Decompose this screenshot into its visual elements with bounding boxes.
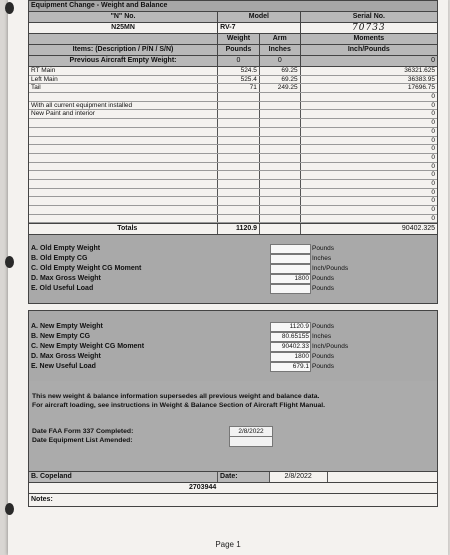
equipment-list-date-value bbox=[229, 436, 273, 447]
certificate-row bbox=[28, 483, 438, 494]
totals-row bbox=[28, 223, 438, 235]
item-arm bbox=[260, 163, 301, 171]
old-label: B. Old Empty CG bbox=[31, 255, 88, 263]
old-value bbox=[270, 244, 311, 254]
old-unit: Pounds bbox=[312, 275, 335, 283]
column-header-row-2 bbox=[28, 45, 438, 56]
item-arm bbox=[260, 119, 301, 127]
item-weight: 525.4 bbox=[218, 76, 260, 84]
old-unit: Inch/Pounds bbox=[312, 265, 349, 273]
old-unit: Pounds bbox=[312, 245, 335, 253]
serial-value: 70733 bbox=[352, 23, 386, 33]
item-arm bbox=[260, 189, 301, 197]
item-row bbox=[29, 128, 437, 137]
item-row bbox=[29, 137, 437, 146]
item-description: With all current equipment installed bbox=[29, 102, 218, 110]
previous-weight-row bbox=[28, 56, 438, 67]
totals-moment: 90402.325 bbox=[401, 225, 435, 233]
previous-weight-value: 0 bbox=[218, 56, 260, 66]
item-weight bbox=[218, 206, 260, 214]
item-arm bbox=[260, 93, 301, 101]
item-description bbox=[29, 189, 218, 197]
item-row bbox=[29, 119, 437, 128]
item-moment: 0 bbox=[431, 119, 435, 127]
item-row bbox=[29, 206, 437, 215]
previous-moment-value: 0 bbox=[431, 57, 435, 64]
item-description bbox=[29, 206, 218, 214]
new-value: 90402.33 bbox=[270, 342, 311, 352]
item-weight bbox=[218, 189, 260, 197]
weight-label: Weight bbox=[218, 34, 260, 44]
item-moment: 0 bbox=[431, 179, 435, 187]
new-unit: Inches bbox=[312, 333, 332, 341]
notice-area bbox=[28, 381, 438, 472]
form-title: Equipment Change - Weight and Balance bbox=[28, 0, 438, 12]
item-moment: 0 bbox=[431, 153, 435, 161]
item-moment: 0 bbox=[431, 206, 435, 213]
model-label: Model bbox=[218, 12, 301, 22]
blank-header-cell bbox=[29, 34, 218, 44]
item-moment: 0 bbox=[431, 197, 435, 205]
n-number-label: "N" No. bbox=[29, 12, 218, 22]
item-arm bbox=[260, 137, 301, 145]
signature-blank-cell bbox=[328, 472, 437, 482]
item-arm bbox=[260, 180, 301, 188]
item-arm bbox=[260, 171, 301, 179]
item-weight bbox=[218, 154, 260, 162]
item-arm bbox=[260, 145, 301, 153]
faa-337-date-value: 2/8/2022 bbox=[229, 426, 273, 437]
new-unit: Inch/Pounds bbox=[312, 343, 349, 351]
notice-line-2: For aircraft loading, see instructions in Weight & Balance Section of Aircraft Flight Manual. bbox=[32, 402, 326, 410]
item-arm: 249.25 bbox=[260, 84, 301, 92]
item-description bbox=[29, 180, 218, 188]
old-value: 1800 bbox=[270, 274, 311, 284]
item-description bbox=[29, 137, 218, 145]
serial-label: Serial No. bbox=[352, 13, 385, 20]
item-description bbox=[29, 215, 218, 223]
signature-date-value: 2/8/2022 bbox=[270, 472, 328, 482]
item-row bbox=[29, 163, 437, 172]
item-arm: 69.25 bbox=[260, 67, 301, 75]
new-unit: Pounds bbox=[312, 353, 335, 361]
item-description: New Paint and interior bbox=[29, 110, 218, 118]
item-arm bbox=[260, 206, 301, 214]
new-unit: Pounds bbox=[312, 323, 335, 331]
item-weight bbox=[218, 128, 260, 136]
certificate-number: 2703944 bbox=[189, 484, 217, 492]
item-weight bbox=[218, 171, 260, 179]
new-label: D. Max Gross Weight bbox=[31, 353, 101, 361]
item-description bbox=[29, 119, 218, 127]
inch-pounds-label: Inch/Pounds bbox=[347, 46, 390, 53]
item-description bbox=[29, 197, 218, 205]
items-label: Items: (Description / P/N / S/N) bbox=[29, 45, 218, 55]
item-description bbox=[29, 145, 218, 153]
item-weight bbox=[218, 197, 260, 205]
new-value: 1120.9 bbox=[270, 322, 311, 332]
item-moment: 0 bbox=[431, 171, 435, 179]
item-moment: 0 bbox=[431, 101, 435, 109]
column-header-row-1 bbox=[28, 34, 438, 45]
totals-weight: 1120.9 bbox=[218, 224, 260, 234]
item-description bbox=[29, 163, 218, 171]
header-value-row bbox=[28, 23, 438, 34]
arm-label: Arm bbox=[260, 34, 301, 44]
item-weight: 71 bbox=[218, 84, 260, 92]
old-label: D. Max Gross Weight bbox=[31, 275, 101, 283]
signature-date-label: Date: bbox=[218, 472, 270, 482]
item-weight bbox=[218, 102, 260, 110]
item-arm bbox=[260, 215, 301, 223]
model-value: RV-7 bbox=[218, 23, 301, 33]
item-row bbox=[29, 84, 437, 93]
binder-hole bbox=[5, 256, 14, 268]
item-arm: 69.25 bbox=[260, 76, 301, 84]
pounds-label: Pounds bbox=[218, 45, 260, 55]
item-weight bbox=[218, 110, 260, 118]
old-value bbox=[270, 254, 311, 264]
item-weight bbox=[218, 215, 260, 223]
new-label: B. New Empty CG bbox=[31, 333, 91, 341]
item-row bbox=[29, 215, 437, 224]
new-value: 679.1 bbox=[270, 362, 311, 372]
item-moment: 0 bbox=[431, 93, 435, 101]
old-value bbox=[270, 264, 311, 274]
item-description: Tail bbox=[29, 84, 218, 92]
notes-label: Notes: bbox=[28, 494, 438, 507]
item-weight bbox=[218, 163, 260, 171]
item-weight bbox=[218, 145, 260, 153]
item-moment: 36321.625 bbox=[404, 67, 435, 74]
item-description bbox=[29, 93, 218, 101]
item-arm bbox=[260, 102, 301, 110]
item-row bbox=[29, 76, 437, 85]
totals-label: Totals bbox=[29, 224, 218, 234]
item-row bbox=[29, 154, 437, 163]
item-moment: 0 bbox=[431, 127, 435, 135]
old-unit: Pounds bbox=[312, 285, 335, 293]
item-arm bbox=[260, 110, 301, 118]
previous-arm-value: 0 bbox=[260, 56, 301, 66]
item-weight: 524.5 bbox=[218, 67, 260, 75]
item-row bbox=[29, 145, 437, 154]
signature-row bbox=[28, 472, 438, 483]
item-moment: 36383.95 bbox=[407, 75, 435, 83]
item-moment: 17696.75 bbox=[407, 84, 435, 92]
item-description bbox=[29, 154, 218, 162]
equipment-list-date-label: Date Equipment List Amended: bbox=[32, 437, 133, 445]
old-label: C. Old Empty Weight CG Moment bbox=[31, 265, 142, 273]
item-moment: 0 bbox=[431, 188, 435, 196]
item-row bbox=[29, 110, 437, 119]
item-weight bbox=[218, 119, 260, 127]
faa-337-date-label: Date FAA Form 337 Completed: bbox=[32, 428, 134, 436]
item-weight bbox=[218, 137, 260, 145]
new-label: E. New Useful Load bbox=[31, 363, 96, 371]
item-arm bbox=[260, 197, 301, 205]
new-unit: Pounds bbox=[312, 363, 335, 371]
page-number: Page 1 bbox=[215, 540, 241, 549]
signer-name: B. Copeland bbox=[29, 472, 218, 482]
item-moment: 0 bbox=[431, 136, 435, 144]
item-row bbox=[29, 93, 437, 102]
item-row bbox=[29, 171, 437, 180]
item-description: RT Main bbox=[29, 67, 218, 75]
moments-label: Moments bbox=[353, 35, 385, 42]
item-arm bbox=[260, 154, 301, 162]
item-row bbox=[29, 67, 437, 76]
old-unit: Inches bbox=[312, 255, 332, 263]
binder-hole bbox=[5, 2, 14, 14]
item-description: Left Main bbox=[29, 76, 218, 84]
item-row bbox=[29, 189, 437, 198]
n-number-value: N25MN bbox=[29, 23, 218, 33]
item-arm bbox=[260, 128, 301, 136]
item-description bbox=[29, 171, 218, 179]
item-row bbox=[29, 102, 437, 111]
item-row bbox=[29, 180, 437, 189]
item-moment: 0 bbox=[431, 110, 435, 118]
new-values-block bbox=[28, 310, 438, 381]
item-weight bbox=[218, 180, 260, 188]
old-value bbox=[270, 284, 311, 294]
new-value: 80.65155 bbox=[270, 332, 311, 342]
weight-balance-form bbox=[28, 0, 438, 507]
header-label-row bbox=[28, 12, 438, 23]
new-label: A. New Empty Weight bbox=[31, 323, 103, 331]
items-table bbox=[28, 67, 438, 223]
document-page bbox=[8, 0, 448, 555]
old-label: E. Old Useful Load bbox=[31, 285, 94, 293]
totals-arm bbox=[260, 224, 301, 234]
notice-line-1: This new weight & balance information supersedes all previous weight and balance data. bbox=[32, 393, 320, 401]
inches-label: Inches bbox=[260, 45, 301, 55]
old-label: A. Old Empty Weight bbox=[31, 245, 101, 253]
new-value: 1800 bbox=[270, 352, 311, 362]
item-row bbox=[29, 197, 437, 206]
previous-weight-label: Previous Aircraft Empty Weight: bbox=[29, 56, 218, 66]
old-values-block bbox=[28, 235, 438, 304]
item-moment: 0 bbox=[431, 145, 435, 153]
new-label: C. New Empty Weight CG Moment bbox=[31, 343, 145, 351]
item-weight bbox=[218, 93, 260, 101]
item-description bbox=[29, 128, 218, 136]
item-moment: 0 bbox=[431, 162, 435, 170]
item-moment: 0 bbox=[431, 214, 435, 222]
binder-hole bbox=[5, 503, 14, 515]
